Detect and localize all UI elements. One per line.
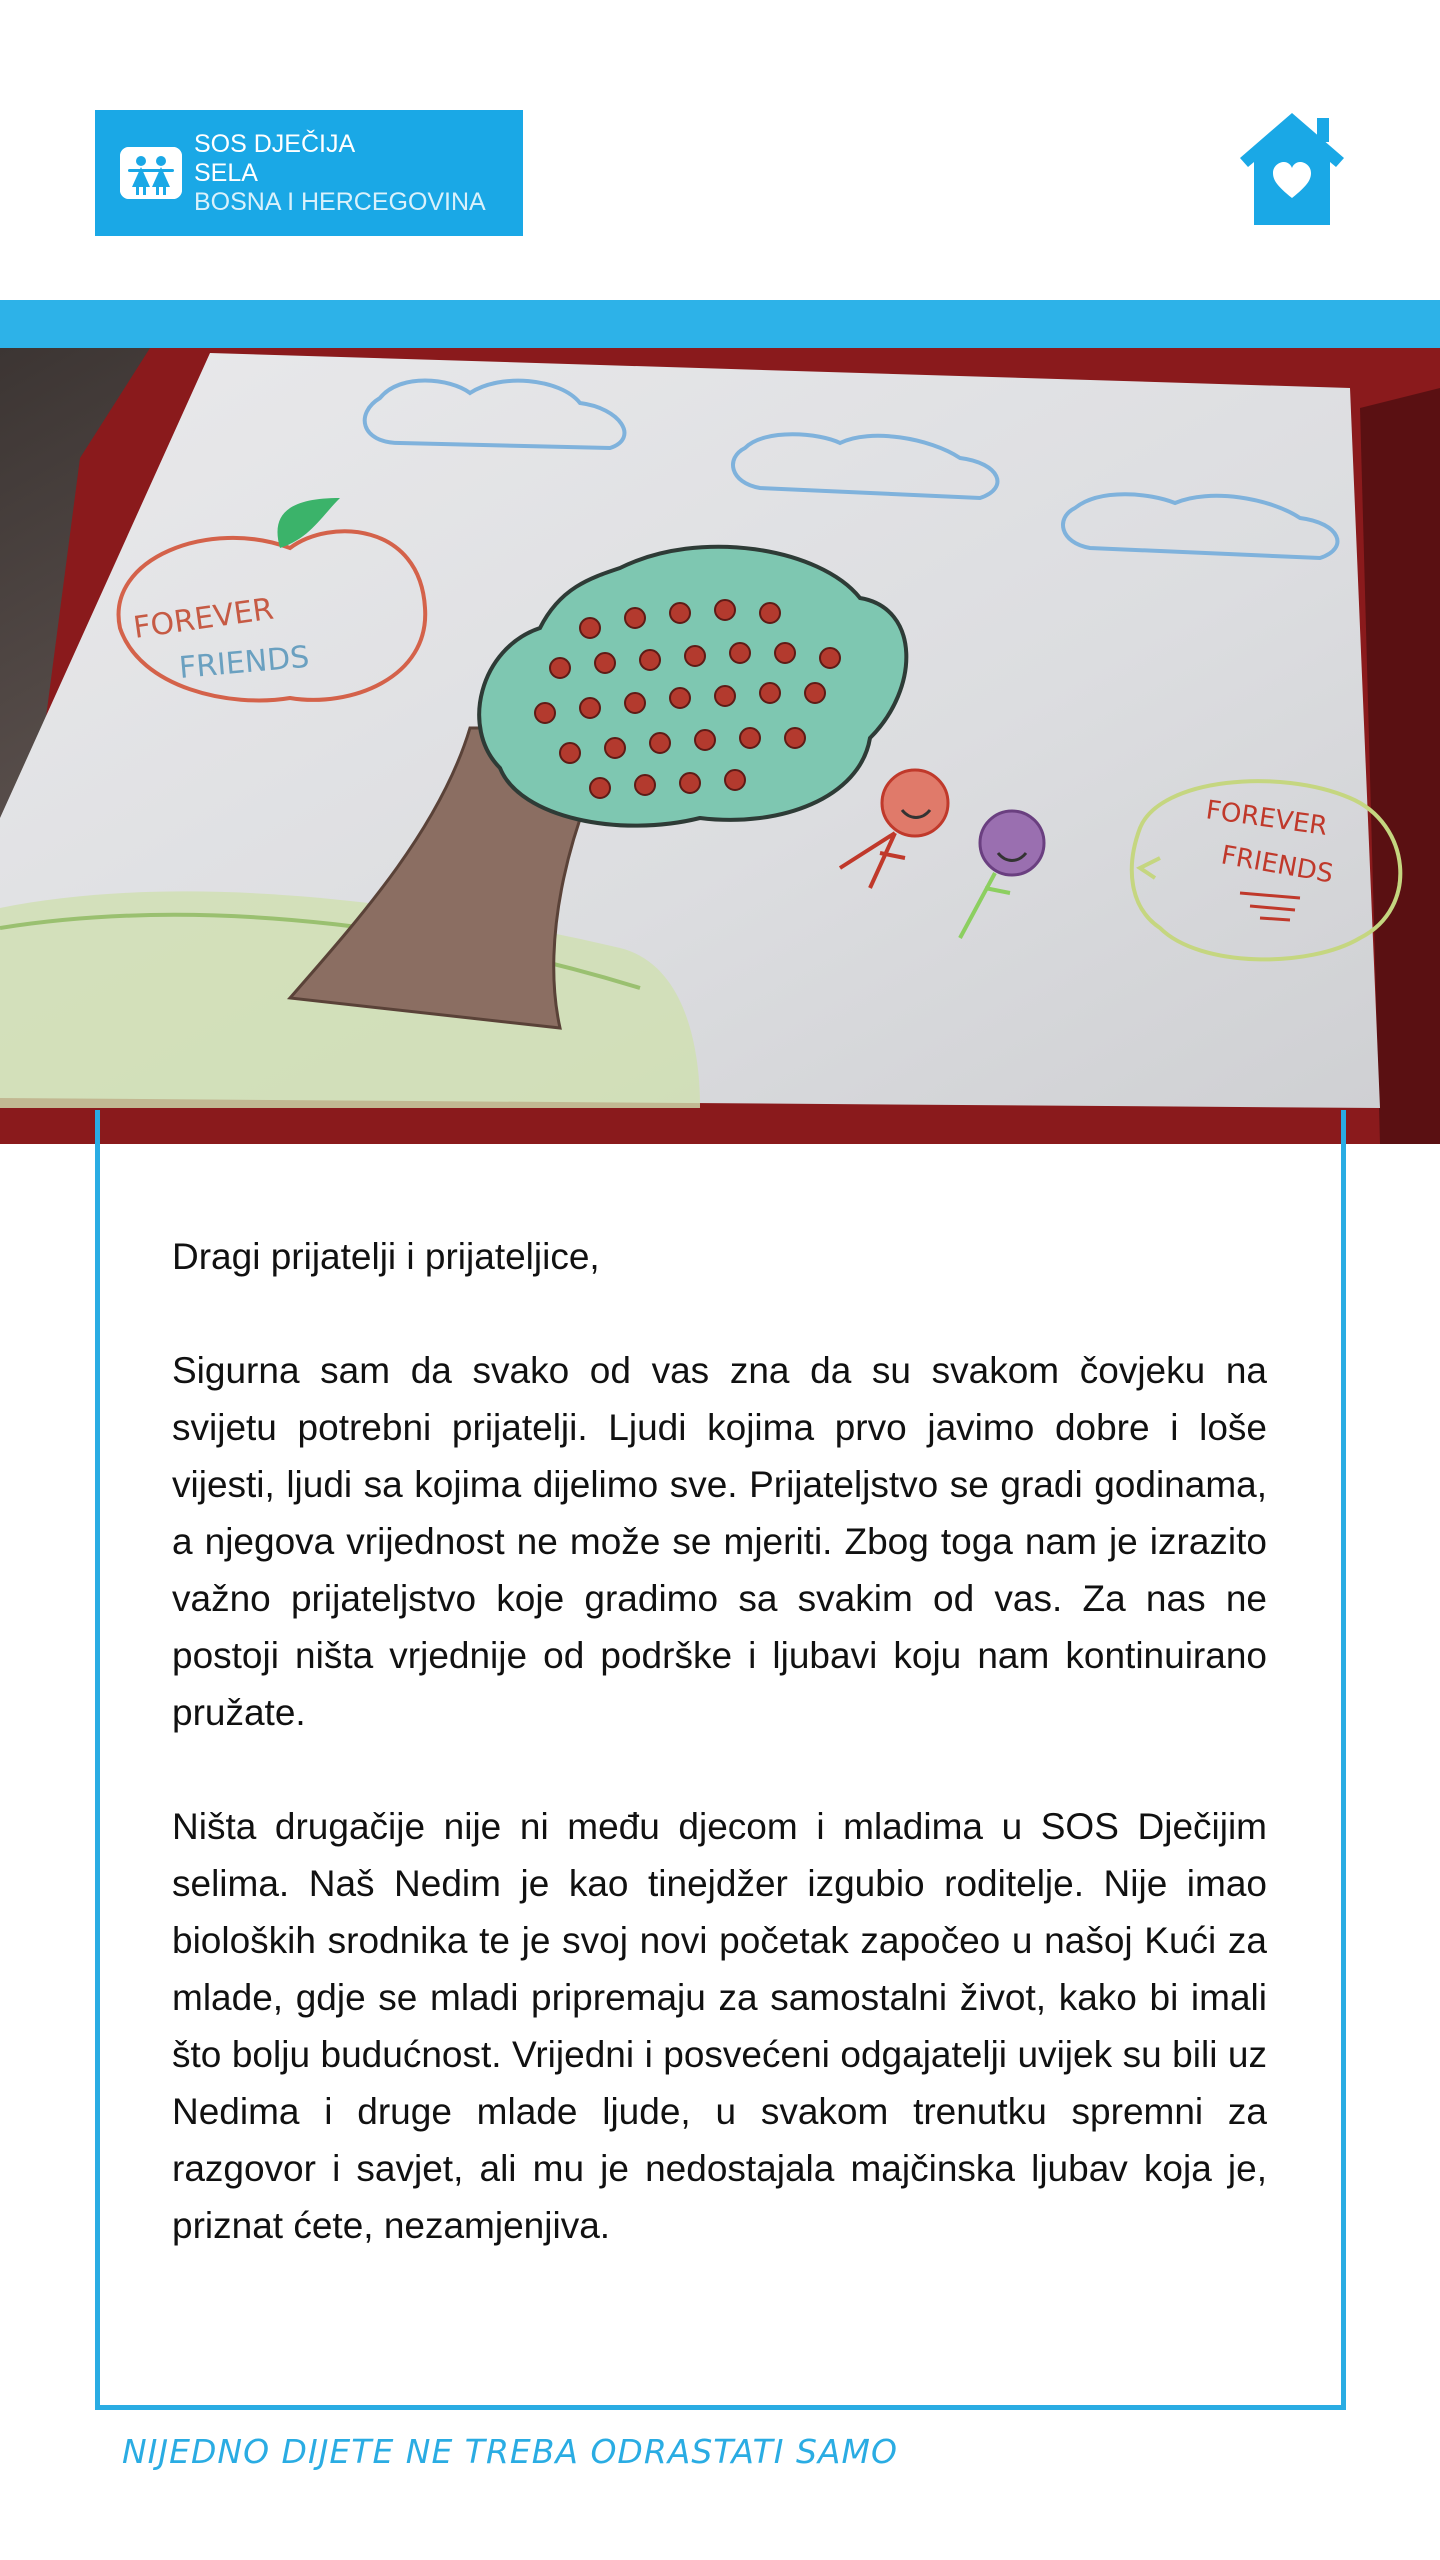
logo-line-2: SELA bbox=[194, 158, 258, 187]
logo-line-1: SOS DJEČIJA bbox=[194, 129, 356, 158]
svg-text:FRIENDS: FRIENDS bbox=[177, 639, 311, 686]
sos-logo bbox=[95, 110, 523, 236]
svg-text:FOREVER: FOREVER bbox=[131, 591, 276, 646]
svg-text:FOREVER: FOREVER bbox=[1204, 795, 1330, 842]
letter-paragraph-1: Sigurna sam da svako od vas zna da su svakom čovjeku na svijetu potrebni prijatelji. Ljudi kojima prvo javimo dobre i loše vijesti, ljudi sa kojima dijelimo sve. Prijateljstvo se gradi godinama, a njegova vrijednost ne može se mjeriti. Zbog toga nam je izrazito važno prijateljstvo koje gradimo sa svakim od vas. Za nas ne postoji ništa vrjednije od podrške i ljubavi koju nam kontinuirano pružate. bbox=[172, 1350, 1267, 1733]
footer-slogan: NIJEDNO DIJETE NE TREBA ODRASTATI SAMO bbox=[122, 2432, 898, 2471]
letter-greeting: Dragi prijatelji i prijateljice, bbox=[172, 1236, 600, 1277]
letter-paragraph-2: Ništa drugačije nije ni među djecom i mladima u SOS Dječijim selima. Naš Nedim je kao tinejdžer izgubio roditelje. Nije imao bioloških srodnika te je svoj novi početak započeo u našoj Kući za mlade, gdje se mladi pripremaju za samostalni život, kako bi imali što bolju budućnost. Vrijedni i posvećeni odgajatelji uvijek su bili uz Nedima i druge mlade ljude, u svakom trenutku spremni za razgovor i savjet, ali mu je nedostajala majčinska ljubav koja je, priznat ćete, nezamjenjiva. bbox=[172, 1806, 1267, 2246]
svg-text:FRIENDS: FRIENDS bbox=[1218, 840, 1336, 890]
logo-line-3: BOSNA I HERCEGOVINA bbox=[194, 187, 486, 216]
header-band bbox=[0, 300, 1440, 348]
logo-text bbox=[194, 130, 486, 217]
letter-body bbox=[172, 1228, 1267, 2311]
child-drawing-photo bbox=[0, 348, 1440, 1144]
house-heart-icon bbox=[1237, 110, 1347, 228]
sos-children-emblem-icon bbox=[120, 147, 182, 199]
